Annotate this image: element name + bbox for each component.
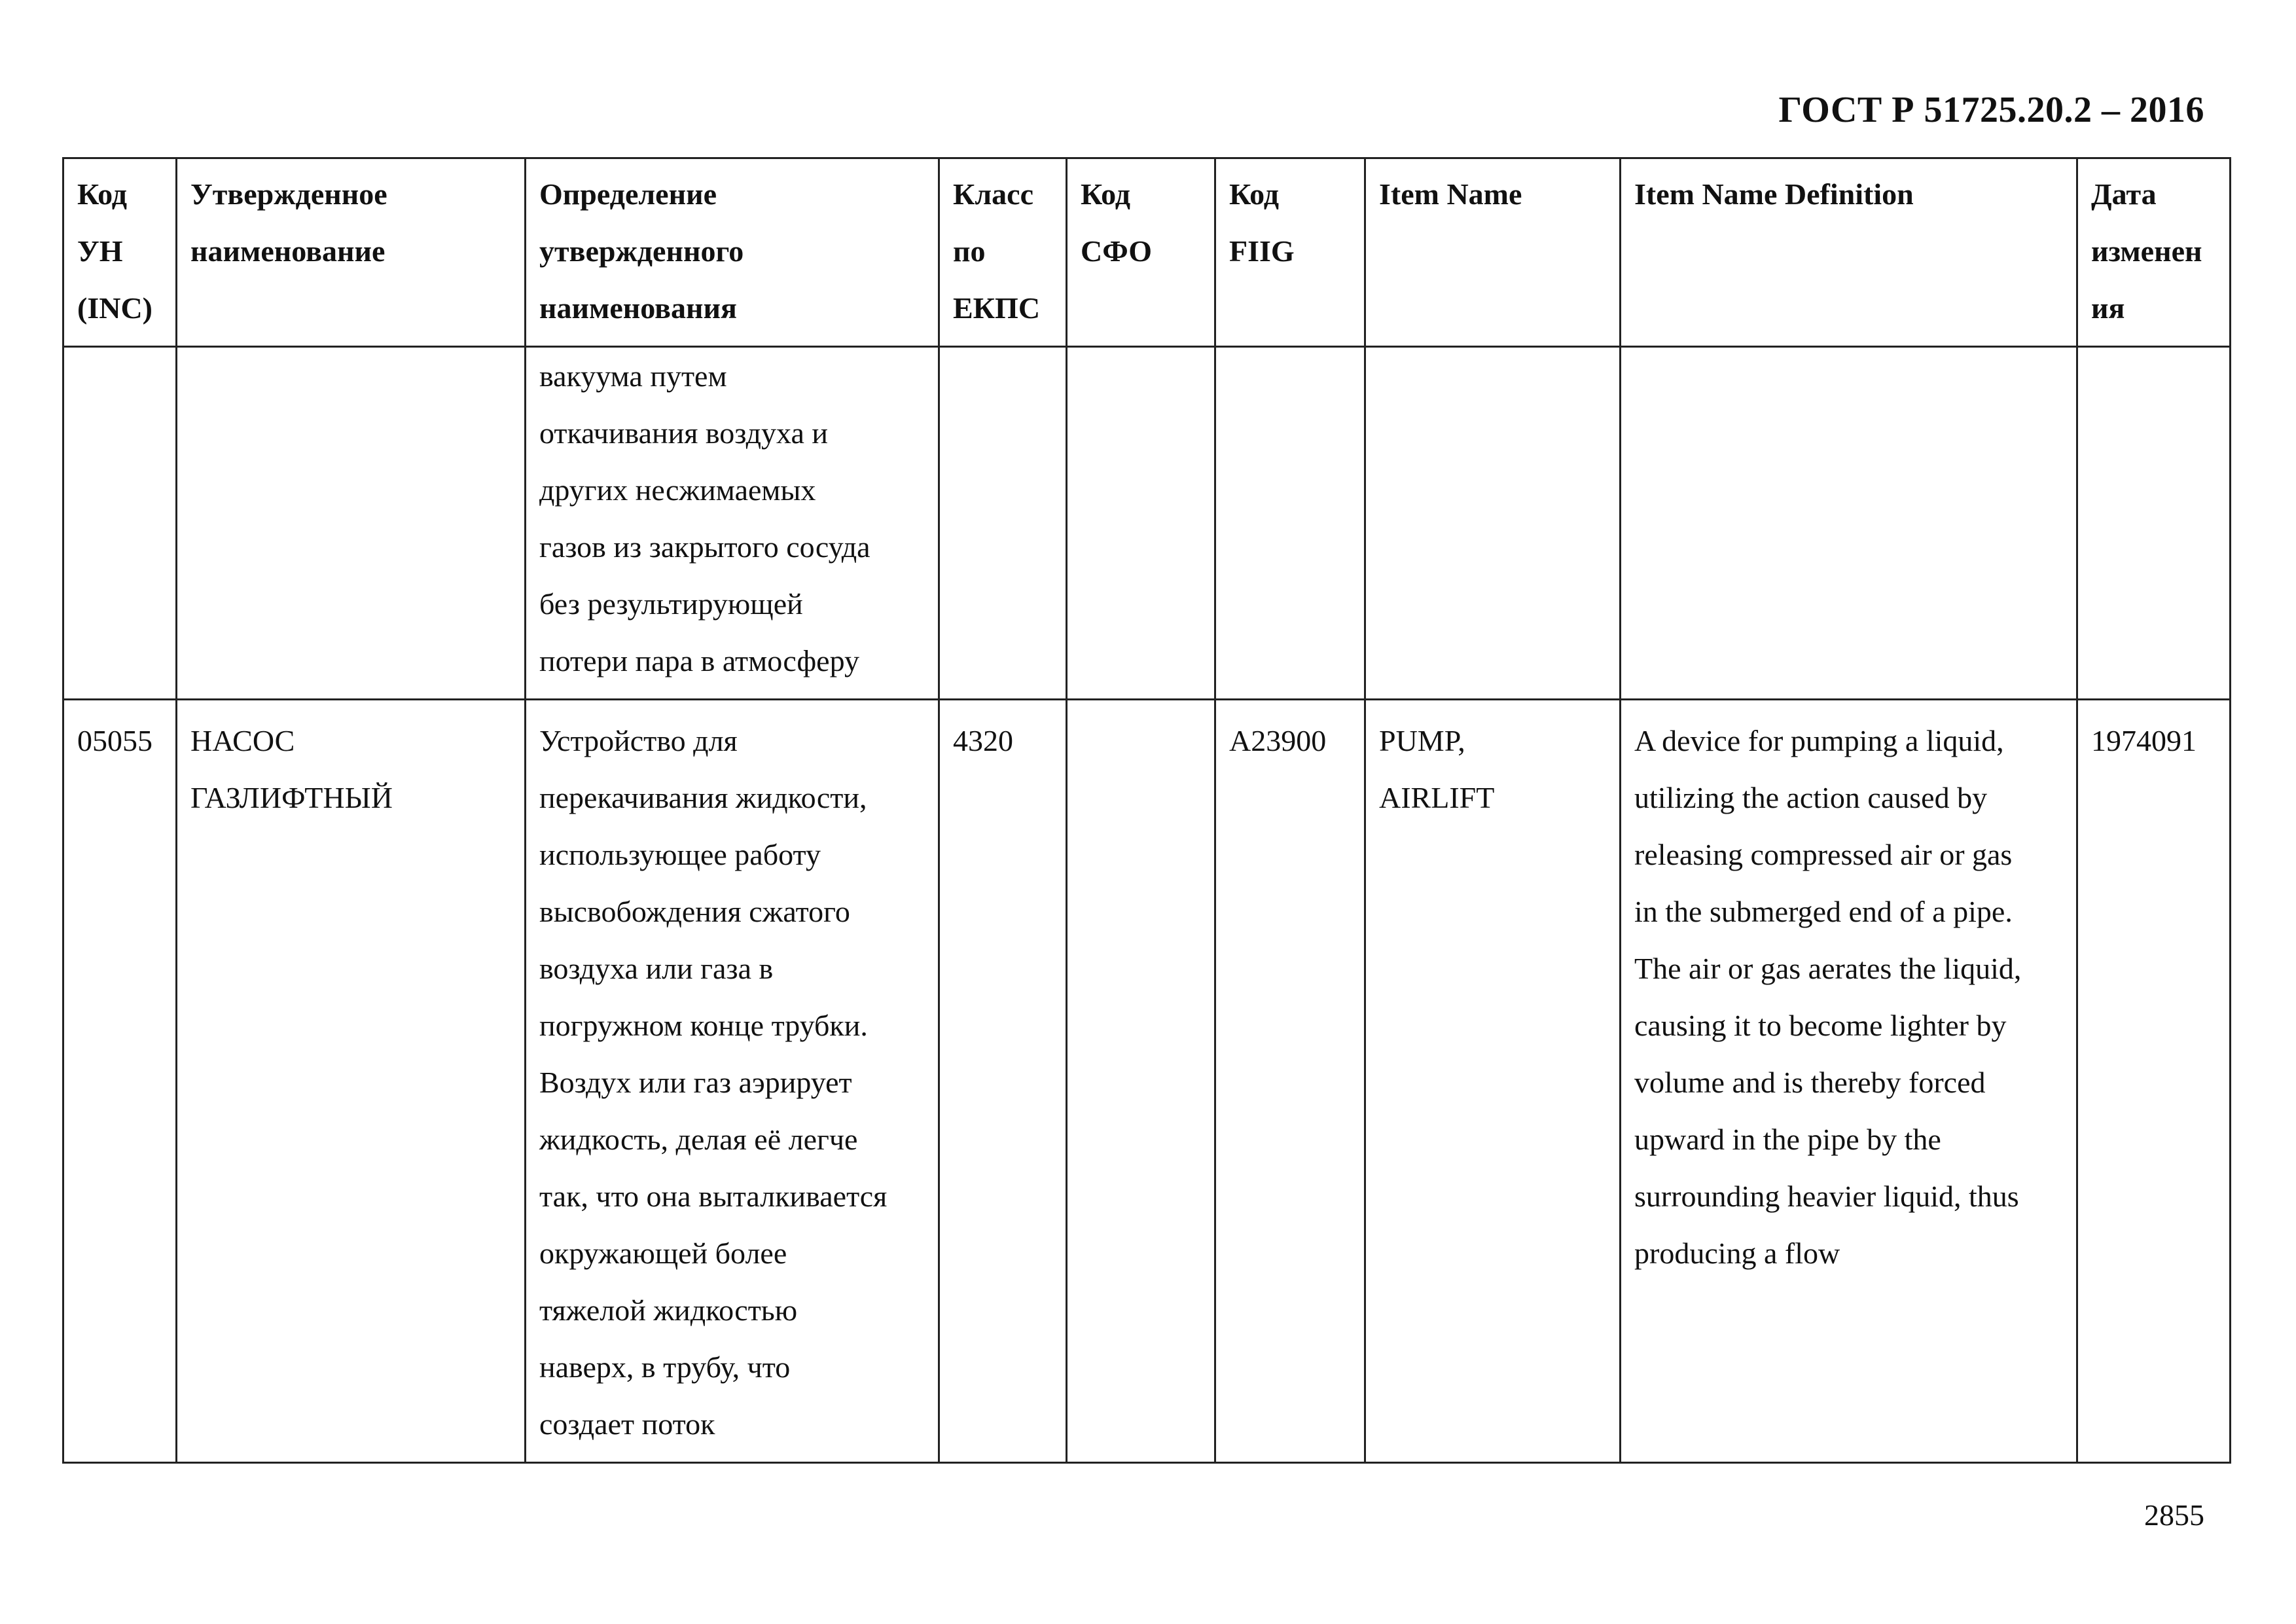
cell-change-date: 1974091 [2077,700,2231,1463]
header-inc-code: Код УН (INC) [63,158,177,347]
cell-item-name-definition [1621,347,2077,700]
table-header-row [63,158,2231,347]
cell-definition: вакуума путем откачивания воздуха и других несжимаемых газов из закрытого сосуда без результирующей потери пара в атмосферу [526,347,939,700]
cell-approved-name: НАСОС ГАЗЛИФТНЫЙ [177,700,526,1463]
cell-ekps-class [939,347,1067,700]
cell-change-date [2077,347,2231,700]
table-row [63,700,2231,1463]
cell-item-name: PUMP, AIRLIFT [1365,700,1621,1463]
table-row-continuation [63,347,2231,700]
cell-item-name [1365,347,1621,700]
header-change-date: Дата изменен ия [2077,158,2231,347]
header-item-name-definition: Item Name Definition [1621,158,2077,347]
cell-fiig-code [1215,347,1365,700]
cell-sfo-code [1067,700,1215,1463]
header-sfo-code: Код СФО [1067,158,1215,347]
cell-inc-code: 05055 [63,700,177,1463]
cell-item-name-definition: A device for pumping a liquid, utilizing the action caused by releasing compressed air or gas in the submerged end of a pipe. The air or gas aerates the liquid, causing it to become lighter by volume and is thereby forced upward in the pipe by the surrounding heavier liquid, thus producing a flow [1621,700,2077,1463]
cell-approved-name [177,347,526,700]
cell-definition: Устройство для перекачивания жидкости, использующее работу высвобождения сжатого воздуха или газа в погружном конце трубки. Воздух или газ аэрирует жидкость, делая её легче так, что она выталкивается окружающей более тяжелой жидкостью наверх, в трубу, что создает поток [526,700,939,1463]
cell-ekps-class: 4320 [939,700,1067,1463]
cell-sfo-code [1067,347,1215,700]
page-number: 2855 [2144,1498,2204,1532]
cell-fiig-code: A23900 [1215,700,1365,1463]
header-approved-name-definition: Определение утвержденного наименования [526,158,939,347]
header-ekps-class: Класс по ЕКПС [939,158,1067,347]
classification-table [62,157,2231,1464]
header-fiig-code: Код FIIG [1215,158,1365,347]
header-item-name: Item Name [1365,158,1621,347]
document-standard-title: ГОСТ Р 51725.20.2 – 2016 [1778,90,2204,130]
header-approved-name: Утвержденное наименование [177,158,526,347]
cell-inc-code [63,347,177,700]
